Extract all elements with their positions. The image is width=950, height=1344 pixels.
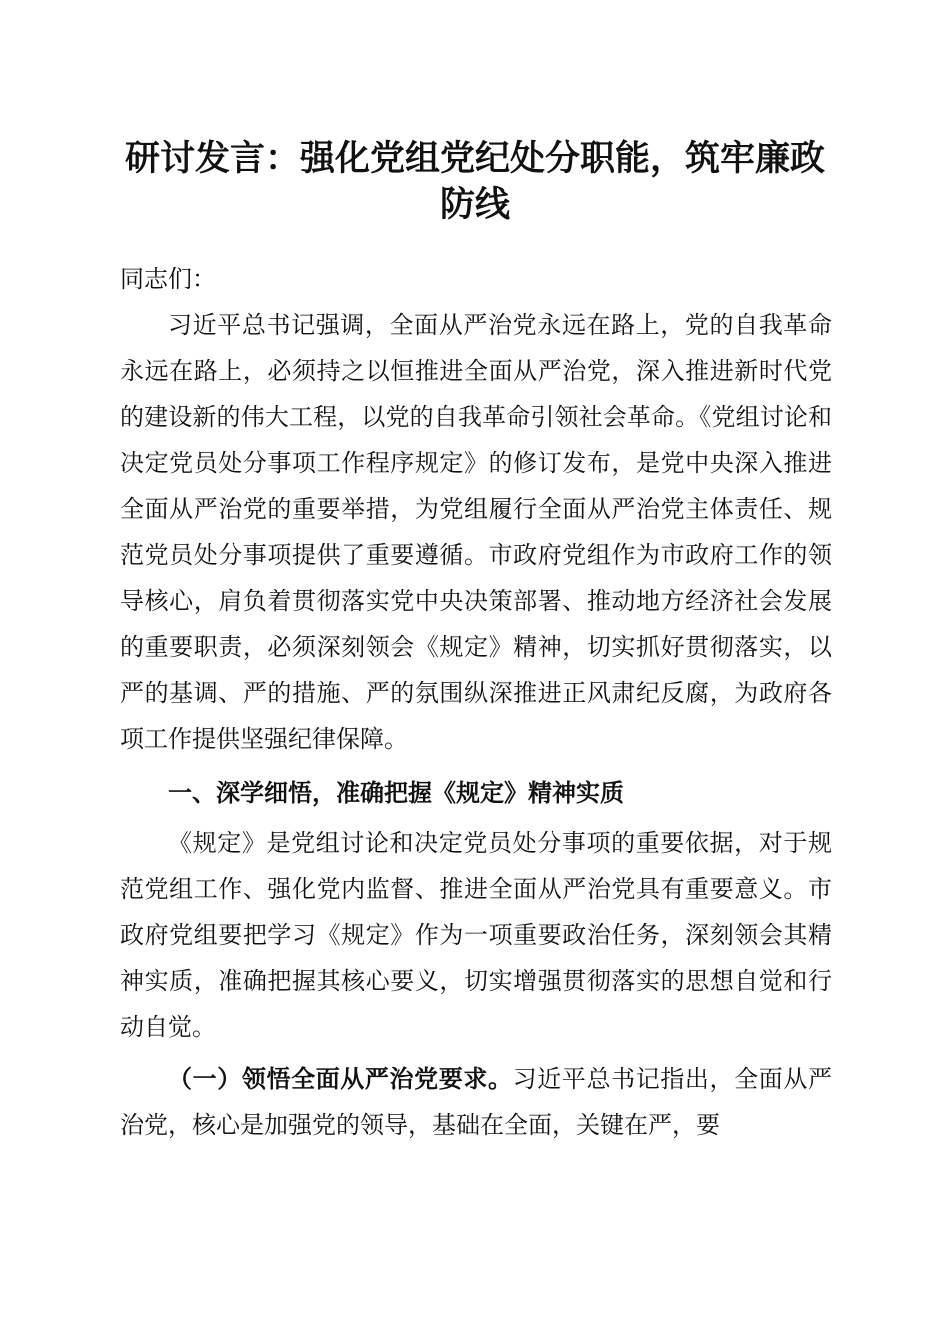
subsection-heading-1: （一）领悟全面从严治党要求。 [168,1064,513,1093]
section-heading-1: 一、深学细悟，准确把握《规定》精神实质 [168,779,624,807]
paragraph-subsection-1 [120,1056,832,1148]
document-body [120,256,832,1148]
document-title [110,136,840,228]
title-line-1: 研讨发言：强化党组党纪处分职能，筑牢廉政 [124,138,825,179]
greeting: 同志们： [120,265,216,293]
paragraph-intro: 习近平总书记强调，全面从严治党永远在路上，党的自我革命永远在路上，必须持之以恒推进全面从严治党，深入推进新时代党的建设新的伟大工程，以党的自我革命引领社会革命。《党组讨论和决定党员处分事项工作程序规定》的修订发布，是党中央深入推进全面从严治党的重要举措，为党组履行全面从严治党主体责任、规范党员处分事项提供了重要遵循。市政府党组作为市政府工作的领导核心，肩负着贯彻落实党中央决策部署、推动地方经济社会发展的重要职责，必须深刻领会《规定》精神，切实抓好贯彻落实，以严的基调、严的措施、严的氛围纵深推进正风肃纪反腐，为政府各项工作提供坚强纪律保障。 [120,311,832,753]
title-line-2: 防线 [439,184,510,225]
paragraph-section-1: 《规定》是党组讨论和决定党员处分事项的重要依据，对于规范党组工作、强化党内监督、推进全面从严治党具有重要意义。市政府党组要把学习《规定》作为一项重要政治任务，深刻领会其精神实质，准确把握其核心要义，切实增强贯彻落实的思想自觉和行动自觉。 [120,829,832,1041]
subsection-1-text: 习近平总书记指出，全面从严治党，核心是加强党的领导，基础在全面，关键在严，要 [120,1065,833,1139]
